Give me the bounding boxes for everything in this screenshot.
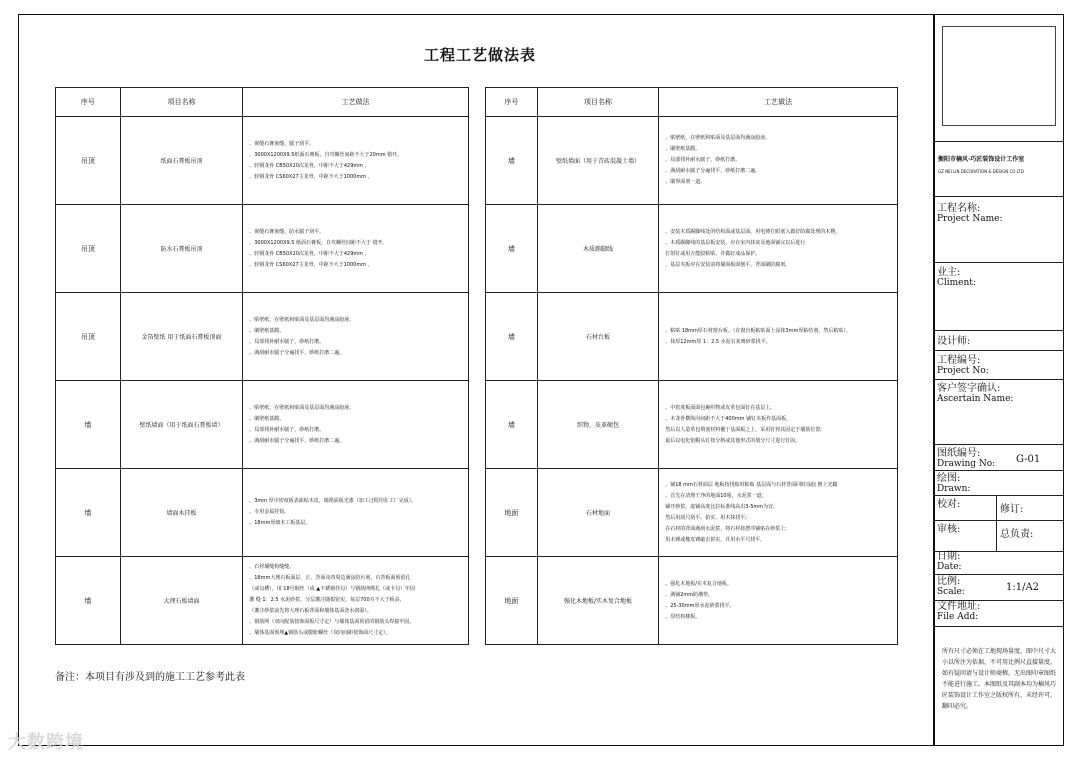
row-item-name: 壁纸墙面（用于青砖混凝土墙） [537, 117, 658, 205]
row-number: 吊顶 [56, 205, 121, 293]
row-process-description [659, 117, 898, 205]
divider [934, 495, 1064, 496]
process-line: （灌注砂浆前先将大理石板背面和墙体基面浇水润湿）。 [249, 608, 372, 614]
responsible-label: 总负责: [1000, 529, 1034, 540]
process-line: 、贴壁纸，在壁纸和贴面及基层面均满涂胶液。 [249, 404, 355, 411]
scale-value: 1:1/A2 [1006, 582, 1040, 593]
table-row [56, 117, 469, 205]
table-row [486, 469, 898, 557]
process-line: 用木锤或橡皮锤敲击拼实，并用水平尺找平。 [665, 536, 766, 543]
process-line: 、局部找补耐水腻子，砂纸打磨。 [249, 338, 325, 345]
process-line: 、专用金属挂钩。 [249, 509, 290, 515]
divider [934, 379, 1064, 380]
table-row [486, 293, 898, 381]
process-line: 、满刮耐水腻子分遍找平，砂纸打磨二遍。 [665, 168, 761, 174]
process-line: 、局部找补耐水腻子，砂纸打磨。 [665, 157, 741, 163]
remark-note: 备注：本项目有涉及到的施工工艺参考此表 [55, 672, 245, 683]
row-number: 地面 [486, 469, 538, 557]
table-row [486, 557, 898, 645]
logo-placeholder [942, 26, 1056, 126]
date-label: 日期: Date: [937, 551, 962, 572]
row-number: 墙 [486, 381, 538, 469]
process-line: 、局部找补耐水腻子，砂纸打磨。 [249, 426, 325, 433]
row-item-name: 壁纸墙面（用于纸面石膏板墙） [120, 381, 242, 469]
process-line: 、18mm大理石板面层，正、背面及四周边满涂防污剂，石背板面预留孔 [249, 575, 411, 581]
row-process-description [659, 557, 898, 645]
file-address-label: 文件地址: File Add: [937, 601, 981, 622]
process-line: 在石材的背面满刮水泥浆，将石材按摆序铺贴在砂浆上; [665, 525, 787, 532]
row-number: 墙 [486, 205, 538, 293]
row-item-name: 石材地面 [537, 469, 658, 557]
ascertain-label: 客户签字确认: Ascertain Name: [937, 383, 1014, 404]
process-line: 、刷界面剂一道。 [665, 179, 706, 185]
divider [934, 262, 1064, 263]
process-line: 然后以人造革包填塞材料覆于基面板之上，采用钉将其固定于墙筋位置; [665, 426, 822, 433]
row-process-description [659, 469, 898, 557]
scale-label: 比例: Scale: [937, 576, 965, 597]
divider [934, 574, 1064, 575]
row-item-name: 纸面石膏板吊顶 [120, 117, 242, 205]
process-line: 、贴壁纸，在壁纸和贴面及基层面均满涂胶液。 [665, 135, 771, 141]
process-line: 、铺18 mm石材面层 地板按找贴时粘贴 基层面与石材背面同时涂胶 撸上光蜡 [665, 481, 838, 488]
process-line: 、25-30mm厚水泥砂浆找平。 [665, 602, 735, 609]
divider [934, 470, 1064, 471]
process-line: 、嵌缝石膏嵌缝，防水腻子刮平。 [249, 228, 325, 235]
process-line: 、木龙骨横纵向间距不大于400mm 铺钉夹板作基面板。 [665, 415, 792, 422]
table-row [56, 293, 469, 381]
process-line: 、满铺2mm防潮垫。 [665, 591, 714, 598]
process-line: 、石材墙缝构缝缝。 [249, 564, 295, 570]
header-name: 项目名称 [120, 88, 242, 117]
client-label: 业主: Climent: [937, 267, 976, 288]
row-item-name: 防水石膏板吊顶 [120, 205, 242, 293]
table-row [486, 117, 898, 205]
table-header-row [56, 88, 469, 117]
table-row [486, 381, 898, 469]
row-process-description [243, 557, 469, 645]
row-number: 吊顶 [56, 117, 121, 205]
process-line: 最后以电化铝帽头钉按分格或其他形式的划分尺寸进行钉固。 [665, 437, 801, 444]
divider [934, 196, 1064, 197]
title-block [934, 14, 1064, 746]
process-line: 、轻钢龙骨 CS60X27主龙骨，中距不大于1000mm 。 [249, 173, 373, 180]
row-number: 墙 [56, 381, 121, 469]
row-item-name: 石材台板 [537, 293, 658, 381]
header-no: 序号 [486, 88, 538, 117]
row-number: 墙 [56, 469, 121, 557]
project-no-label: 工程编号: Project No: [937, 355, 989, 376]
process-line: 然后用刮尺刮平、拍实、用木抹找平; [665, 514, 747, 521]
process-line: 、轻钢龙骨 CB50X20次龙骨，中距不大于429mm 。 [249, 250, 370, 257]
row-item-name: 织物、皮革硬包 [537, 381, 658, 469]
process-line: 、抹厚12mm厚 1：2.5 水泥石灰膏砂浆找平。 [665, 338, 771, 345]
process-line: 、嵌缝石膏嵌缝，腻子刮平。 [249, 140, 315, 147]
process-line: 、轻钢龙骨 CB50X20次龙骨，中距不大于429mm 。 [249, 162, 370, 169]
row-item-name: 金箔壁纸 用于纸面石膏板顶面 [120, 293, 242, 381]
table-row [56, 469, 469, 557]
process-line: 、钢筋网（双向配筋按饰面板尺寸定）与墙体基面预留的钢筋头焊接牢固。 [249, 619, 415, 625]
row-number: 墙 [56, 557, 121, 645]
row-item-name: 木质踢脚线 [537, 205, 658, 293]
audit-label: 审核: [937, 524, 961, 535]
process-table-right [485, 87, 898, 645]
process-line: 、首先在清理干净的地面10厘，水泥浆一道； [665, 492, 767, 499]
divider [934, 350, 1064, 351]
process-line: 、墙体基面预埋▲钢筋头或膨胀螺丝（双向间距按饰面尺寸定）。 [249, 630, 391, 636]
company-name: 衡阳市楠风·巧匠装饰设计工作室 [938, 156, 1025, 163]
process-line: 、刷壁纸基膜。 [249, 415, 285, 422]
row-process-description [243, 469, 469, 557]
process-line: 、3000X1200X9.5 纸面石膏板，自攻螺丝间距不大于 错开。 [249, 239, 388, 246]
process-line: 、粘贴 18mm厚石材窗台板。（在窗台板粘贴面上涂抹3mm厚粘结剂，然后粘贴）。 [665, 327, 851, 334]
project-name-label: 工程名称: Project Name: [937, 203, 1003, 224]
header-desc: 工艺做法 [243, 88, 469, 117]
process-line: 、安装木质踢脚线处的结构面或基层面，用电锤打眼塞入做好防腐处理的木楔。 [665, 228, 841, 235]
process-line: 、18mm厚细木工板基层。 [249, 520, 311, 526]
divider [934, 141, 1064, 142]
divider [934, 444, 1064, 445]
row-process-description [243, 205, 469, 293]
process-line: 、满刮耐水腻子分遍找平，砂纸打磨二遍。 [249, 349, 345, 356]
row-number: 墙 [486, 293, 538, 381]
process-line: 打射钉或用万能胶粘贴，并做好成品保护。 [665, 250, 761, 257]
process-line: （或勾槽），用 18号铜丝（或 ▲不锈钢挂勾）与钢筋网绑扎（或卡勾）牢固 [249, 586, 416, 592]
company-name-en: GZ NEI LIN DECORATION & DESIGN CO LTD [938, 169, 1024, 174]
table-row [486, 205, 898, 293]
row-item-name: 大理石板墙面 [120, 557, 242, 645]
divider [996, 495, 997, 551]
divider [934, 330, 1064, 331]
row-process-description [659, 381, 898, 469]
process-line: 、刷壁纸基膜。 [249, 327, 285, 334]
row-item-name: 强化木地板/实木复合地板 [537, 557, 658, 645]
header-name: 项目名称 [537, 88, 658, 117]
divider [934, 626, 1064, 627]
row-process-description [243, 293, 469, 381]
process-line: 、中密度板面面包裹织物或皮革包面钉在基层上。 [665, 404, 776, 411]
row-process-description [243, 381, 469, 469]
page-title: 工程工艺做法表 [423, 46, 536, 64]
drawing-no-label: 图纸编号: Drawing No: [937, 448, 996, 469]
table-row [56, 381, 469, 469]
process-line: 、基层夹板应在安装前将墙面板面刨平，背面刷防腐剂。 [665, 261, 791, 268]
row-process-description [243, 117, 469, 205]
row-number: 墙 [486, 117, 538, 205]
drawing-no-value: G-01 [1016, 454, 1041, 465]
process-line: 灌 缝 1：2.5 水泥砂浆，分层灌注随捣密实，每层700且不大于板高， [249, 597, 405, 603]
header-no: 序号 [56, 88, 121, 117]
row-number: 吊顶 [56, 293, 121, 381]
row-process-description [659, 205, 898, 293]
process-line: 、轻钢龙骨 CS60X27主龙骨，中距不大于1000mm 。 [249, 261, 373, 268]
check-label: 校对: [937, 499, 961, 510]
table-header-row [486, 88, 898, 117]
row-number: 地面 [486, 557, 538, 645]
designer-label: 设计师: [937, 336, 971, 347]
row-process-description [659, 293, 898, 381]
process-table-left [55, 87, 469, 645]
process-line: 、原结构楼板。 [665, 613, 701, 620]
process-line: 、贴壁纸，在壁纸和贴面及基层面均满涂胶液。 [249, 316, 355, 323]
revise-label: 修订: [1000, 504, 1024, 515]
process-line: 、满刮耐水腻子分遍找平，砂纸打磨二遍。 [249, 437, 345, 444]
process-line: 铺开砂浆，虚铺高度比拉标准线高出3-5mm为宜; [665, 503, 775, 510]
copyright-note: 所有尺寸必须在工地现场量度，图中尺寸大小以所注为依据，不可用比例尺直接量度。如有疑问请与设计师商榷。无出图印章图纸不能进行施工。本图纸及其副本均为楠风巧匠装饰设计工作室之版权所有，未经许可，翻印必究。 [942, 648, 1057, 710]
process-line: 、3mm 厚中密度板表面贴木皮，墙裙面板光漆（加工过程均在工厂完成）。 [249, 498, 417, 504]
watermark: 大数跨境 [8, 732, 84, 753]
process-line: 、刷壁纸基膜。 [665, 146, 701, 152]
table-row [56, 557, 469, 645]
process-line: 、强化木地板/实木复合地板。 [665, 580, 732, 587]
row-item-name: 墙面木挂板 [120, 469, 242, 557]
process-line: 、木质踢脚线的基层板安装，应在室内抹灰及地面铺完以后进行 [665, 239, 806, 246]
process-line: 、3000X1200X9.5纸面石膏板，自攻螺丝间距不大于20mm 错开。 [249, 151, 403, 158]
drawn-label: 绘图: Drawn: [937, 473, 971, 494]
table-row [56, 205, 469, 293]
divider [934, 520, 1064, 521]
header-desc: 工艺做法 [659, 88, 898, 117]
